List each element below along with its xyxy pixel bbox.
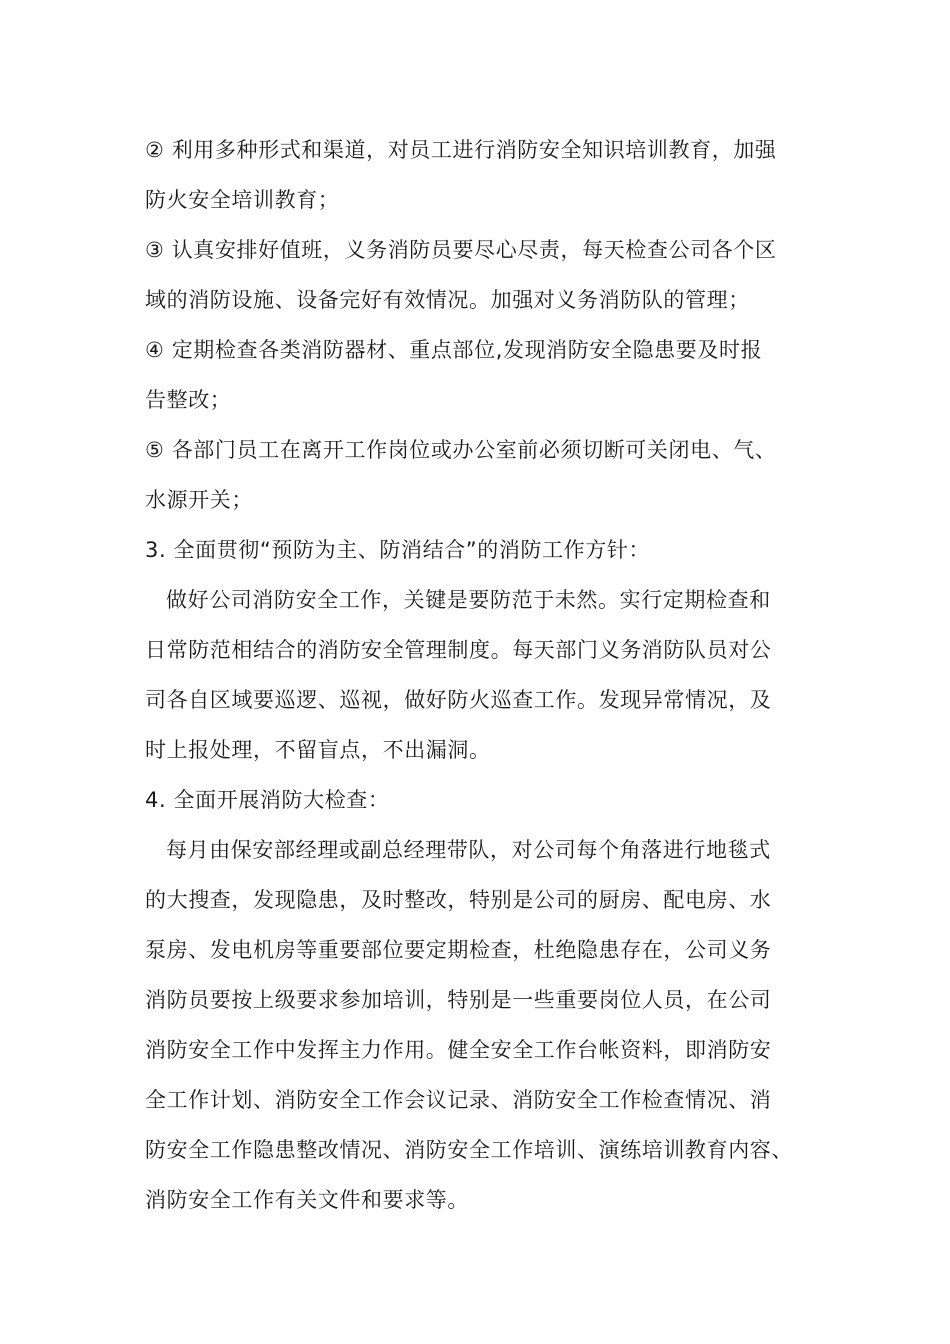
section-4-paragraph-line-2: 的大搜查，发现隐患，及时整改，特别是公司的厨房、配电房、水 <box>145 888 772 912</box>
section-4-paragraph-line-6: 全工作计划、消防安全工作会议记录、消防安全工作检查情况、消 <box>145 1088 772 1112</box>
section-4-paragraph-line-3: 泵房、发电机房等重要部位要定期检查，杜绝隐患存在，公司义务 <box>145 938 772 962</box>
section-4-paragraph-line-5: 消防安全工作中发挥主力作用。健全安全工作台帐资料，即消防安 <box>145 1038 772 1062</box>
section-4-paragraph-line-4: 消防员要按上级要求参加培训，特别是一些重要岗位人员，在公司 <box>145 988 772 1012</box>
section-3-heading: 3. 全面贯彻“预防为主、防消结合”的消防工作方针： <box>145 538 651 562</box>
item-3-line-1: ③ 认真安排好值班，义务消防员要尽心尽责，每天检查公司各个区 <box>145 238 777 262</box>
section-4-paragraph-line-8: 消防安全工作有关文件和要求等。 <box>145 1188 469 1212</box>
section-3-paragraph-line-3: 司各自区域要巡逻、巡视，做好防火巡查工作。发现异常情况，及 <box>145 688 772 712</box>
item-3-line-2: 域的消防设施、设备完好有效情况。加强对义务消防队的管理； <box>145 288 750 312</box>
item-5-line-1: ⑤ 各部门员工在离开工作岗位或办公室前必须切断可关闭电、气、 <box>145 438 777 462</box>
section-4-paragraph-line-1: 每月由保安部经理或副总经理带队，对公司每个角落进行地毯式 <box>166 838 771 862</box>
section-3-paragraph-line-4: 时上报处理，不留盲点，不出漏洞。 <box>145 738 491 762</box>
item-4-line-2: 告整改； <box>145 388 232 412</box>
item-4-line-1: ④ 定期检查各类消防器材、重点部位,发现消防安全隐患要及时报 <box>145 338 763 362</box>
section-4-paragraph-line-7: 防安全工作隐患整改情况、消防安全工作培训、演练培训教育内容、 <box>145 1138 793 1162</box>
item-2-line-1: ② 利用多种形式和渠道，对员工进行消防安全知识培训教育，加强 <box>145 138 777 162</box>
section-3-paragraph-line-2: 日常防范相结合的消防安全管理制度。每天部门义务消防队员对公 <box>145 638 772 662</box>
section-4-heading: 4. 全面开展消防大检查： <box>145 788 390 812</box>
section-3-paragraph-line-1: 做好公司消防安全工作，关键是要防范于未然。实行定期检查和 <box>166 588 771 612</box>
item-2-line-2: 防火安全培训教育； <box>145 188 340 212</box>
item-5-line-2: 水源开关； <box>145 488 253 512</box>
